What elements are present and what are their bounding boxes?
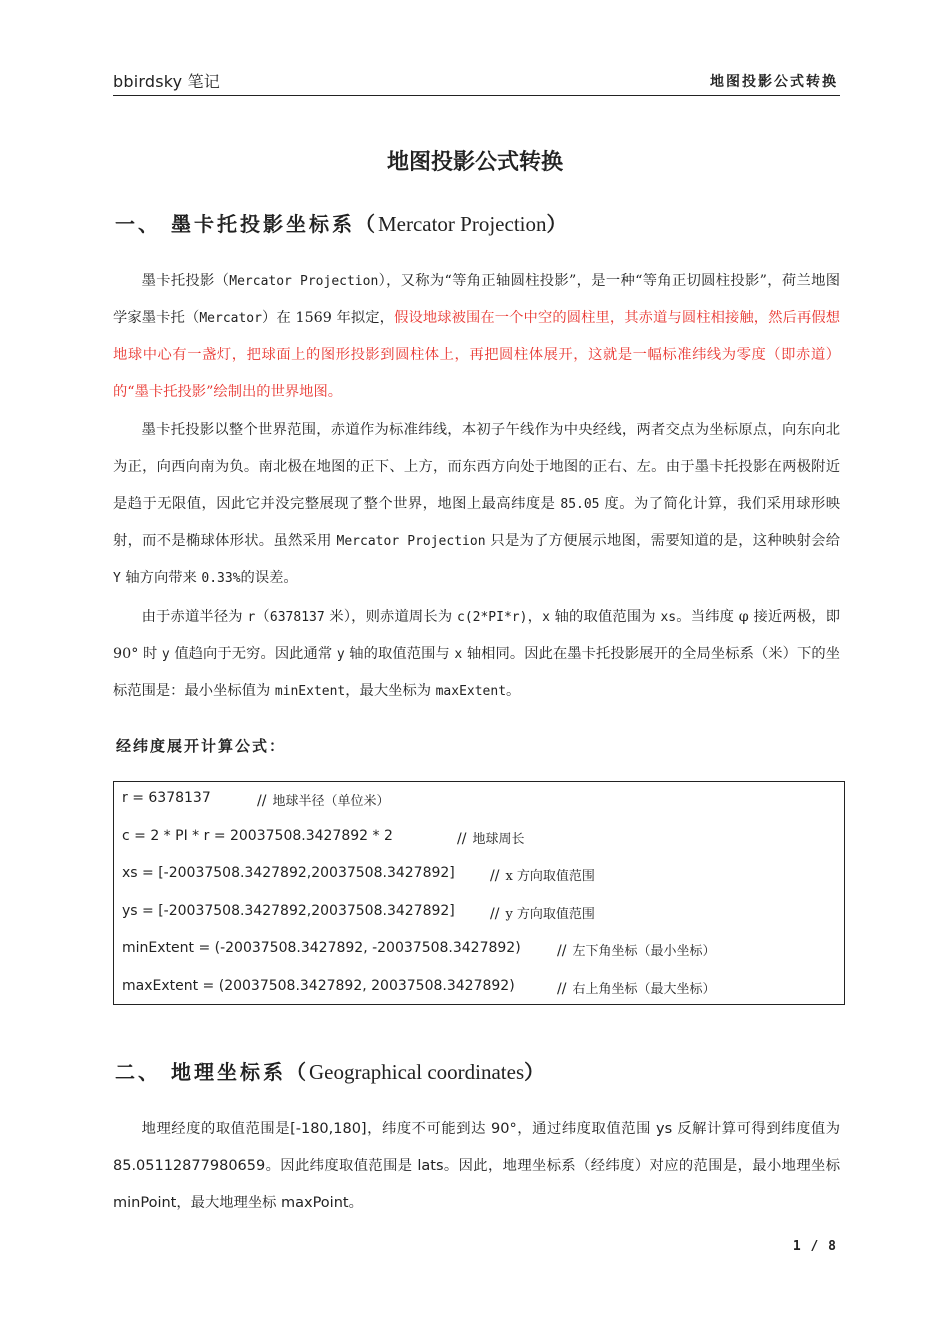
code-line: ys = [-20037508.3427892,20037508.3427892] [122, 903, 455, 919]
page-header [113, 64, 840, 96]
code-comment: // 地球半径（单位米） [257, 793, 390, 809]
code-comment: // 右上角坐标（最大坐标） [557, 981, 716, 997]
document-title: 地图投影公式转换 [386, 150, 563, 175]
formula-heading: 经纬度展开计算公式： [116, 737, 287, 755]
highlighted-text: 假设地球被围在一个中空的圆柱里，其赤道与圆柱相接触，然后再假想地球中心有一盏灯，把球面上的图形投影到圆柱体上，再把圆柱体展开，这就是一幅标准纬线为零度（即赤道）的“墨卡托投影”绘制出的世界地图。 [113, 310, 841, 400]
code-line: maxExtent = (20037508.3427892, 20037508.3427892) [122, 978, 515, 994]
page-number: 1 / 8 [792, 1239, 837, 1254]
code-line: c = 2 * PI * r = 20037508.3427892 * 2 [122, 828, 393, 844]
code-comment: // x 方向取值范围 [490, 868, 595, 884]
code-line: r = 6378137 [122, 790, 211, 806]
paragraph-geographic-range: 地理经度的取值范围是[-180,180]，纬度不可能到达 90°，通过纬度取值范围 ys 反解计算可得到纬度值为 85.05112877980659。因此纬度取值范围是 lats。因此，地理坐标系（经纬度）对应的范围是，最小地理坐标 minPoint，最大地理坐标 maxPoint。 [113, 1121, 841, 1211]
paragraph-mercator-intro: 墨卡托投影（Mercator Projection），又称为“等角正轴圆柱投影”，是一种“等角正切圆柱投影”，荷兰地图学家墨卡托（Mercator）在 1569 年拟定，假设地球被围在一个中空的圆柱里，其赤道与圆柱相接触，然后再假想地球中心有一盏灯，把球面上的图形投影到圆柱体上，再把圆柱体展开，这就是一幅标准纬线为零度（即赤道）的“墨卡托投影”绘制出的世界地图。 [113, 273, 841, 400]
code-line: xs = [-20037508.3427892,20037508.3427892] [122, 865, 455, 881]
code-comment: // 左下角坐标（最小坐标） [557, 943, 716, 959]
paragraph-mercator-range: 墨卡托投影以整个世界范围，赤道作为标准纬线，本初子午线作为中央经线，两者交点为坐标原点，向东向北为正，向西向南为负。南北极在地图的正下、上方，而东西方向处于地图的正右、左。由于墨卡托投影在两极附近是趋于无限值，因此它并没完整展现了整个世界，地图上最高纬度是 85.05 度。为了简化计算，我们采用球形映射，而不是椭球体形状。虽然采用 Mercator Projection 只是为了方便展示地图，需要知道的是，这种映射会给 Y 轴方向带来 0.33%的误差。 [113, 422, 840, 586]
paragraph-mercator-extent: 由于赤道半径为 r（6378137 米），则赤道周长为 c(2*PI*r)，x 轴的取值范围为 xs。当纬度 φ 接近两极，即 90° 时 y 值趋向于无穷。因此通常 y 轴的取值范围与 x 轴相同。因此在墨卡托投影展开的全局坐标系（米）下的坐标范围是：最小坐标值为 minExtent，最大坐标为 maxExtent。 [113, 609, 841, 699]
code-line: minExtent = (-20037508.3427892, -20037508.3427892) [122, 940, 521, 956]
section-heading-geographic: 二、 地理坐标系（Geographical coordinates） [115, 1060, 548, 1084]
code-comment: // 地球周长 [457, 831, 525, 847]
code-comment: // y 方向取值范围 [490, 906, 595, 922]
header-title: 地图投影公式转换 [710, 74, 838, 90]
section-heading-mercator: 一、 墨卡托投影坐标系（Mercator Projection） [115, 212, 570, 236]
header-author: bbirdsky 笔记 [113, 72, 220, 91]
formula-code-box [113, 781, 845, 1005]
